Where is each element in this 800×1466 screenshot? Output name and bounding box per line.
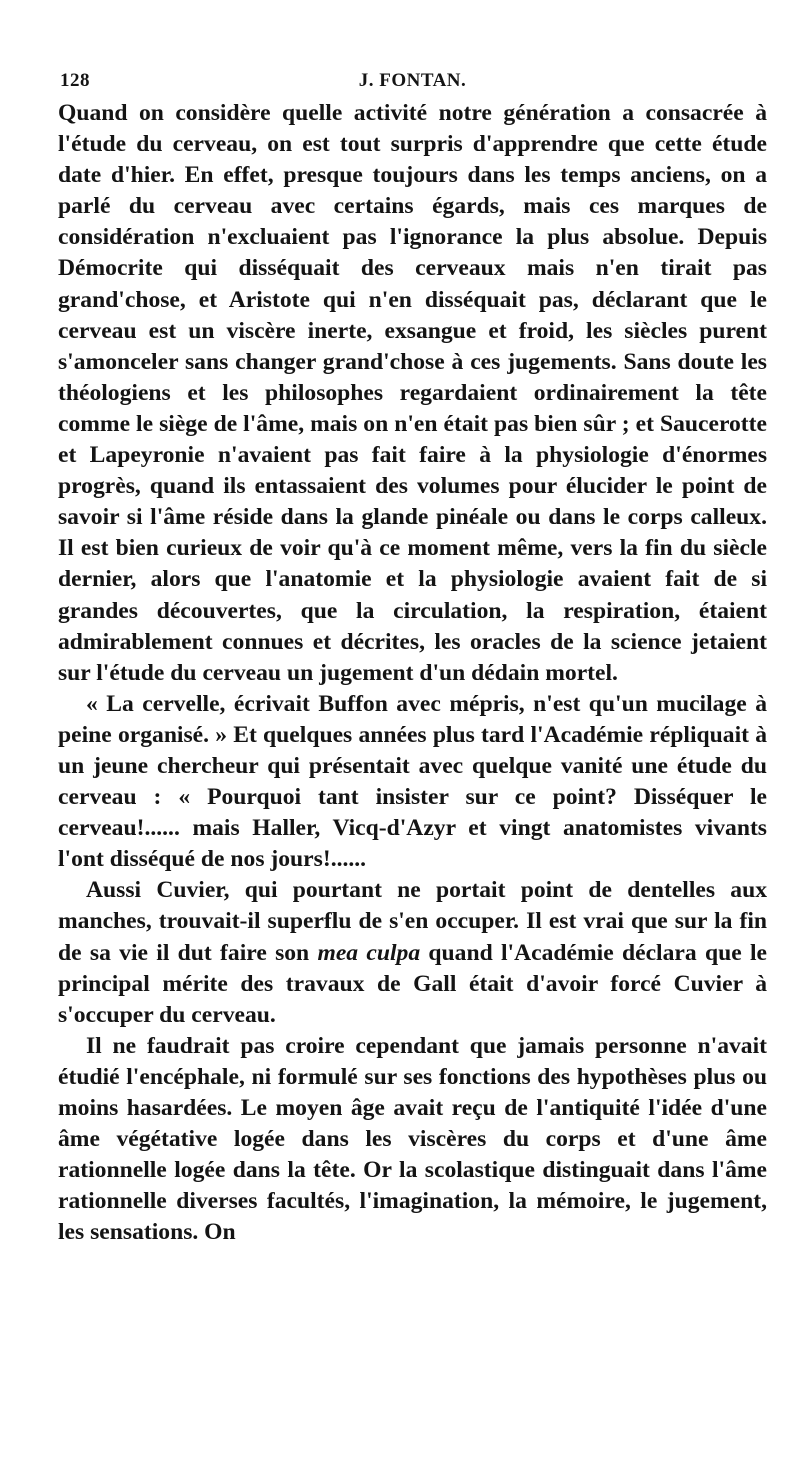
paragraph: Il ne faudrait pas croire cependant que jamais personne n'avait étudié l'encéphale, ni formulé sur ses fonctions des hypothèses plus ou moins hasardées. Le moyen âge avait reçu de l'antiquité l'idée d'une âme végétative logée dans les viscères du corps et d'une âme rationnelle logée dans la tête. Or la scolastique distinguait dans l'âme rationnelle diverses facultés, l'imagination, la mémoire, le jugement, les sensations. On	[58, 1032, 767, 1246]
paragraph: « La cervelle, écrivait Buffon avec mépris, n'est qu'un mucilage à peine organisé. » Et quelques années plus tard l'Académie répliquait à un jeune chercheur qui présentait avec quelque vanité une étude du cerveau : « Pourquoi tant insister sur ce point? Disséquer le cerveau!...... mais Haller, Vicq-d'Azyr et vingt anatomistes vivants l'ont disséqué de nos jours!......	[58, 690, 767, 873]
running-head-author: J. FONTAN.	[358, 70, 467, 91]
paragraph-text: Aussi Cuvier, qui pourtant ne portait point de dentelles aux manches, trouvait-il superflu de s'en occuper. Il est vrai que sur la fin de sa vie il dut faire son	[58, 877, 767, 966]
running-head	[58, 64, 767, 98]
italic-phrase: mea culpa	[317, 939, 421, 966]
paragraph: Quand on considère quelle activité notre génération a consacrée à l'étude du cerveau, on est tout surpris d'apprendre que cette étude date d'hier. En effet, presque toujours dans les temps anciens, on a parlé du cerveau avec certains égards, mais ces marques de considération n'excluaient pas l'ignorance la plus absolue. Depuis Démocrite qui disséquait des cerveaux mais n'en tirait pas grand'chose, et Aristote qui n'en disséquait pas, déclarant que le cerveau est un viscère inerte, exsangue et froid, les siècles purent s'amonceler sans changer grand'chose à ces jugements. Sans doute les théologiens et les philosophes regardaient ordinairement la tête comme le siège de l'âme, mais on n'en était pas bien sûr ; et Saucerotte et Lapeyronie n'avaient pas fait faire à la physiologie d'énormes progrès, quand ils entassaient des volumes pour élucider le point de savoir si l'âme réside dans la glande pinéale ou dans le corps calleux. Il est bien curieux de voir qu'à ce moment même, vers la fin du siècle dernier, alors que l'anatomie et la physiologie avaient fait de si grandes découvertes, que la circulation, la respiration, étaient admirablement connues et décrites, les oracles de la science jetaient sur l'étude du cerveau un jugement d'un dédain mortel.	[58, 100, 767, 686]
page	[58, 64, 767, 1248]
paragraph	[58, 875, 767, 1030]
paragraph-text: quand l'Académie déclara que le principal mérite des travaux de Gall était d'avoir forcé Cuvier à s'occuper du cerveau.	[58, 939, 767, 1028]
body-text	[58, 98, 767, 1248]
page-number: 128	[60, 70, 90, 91]
